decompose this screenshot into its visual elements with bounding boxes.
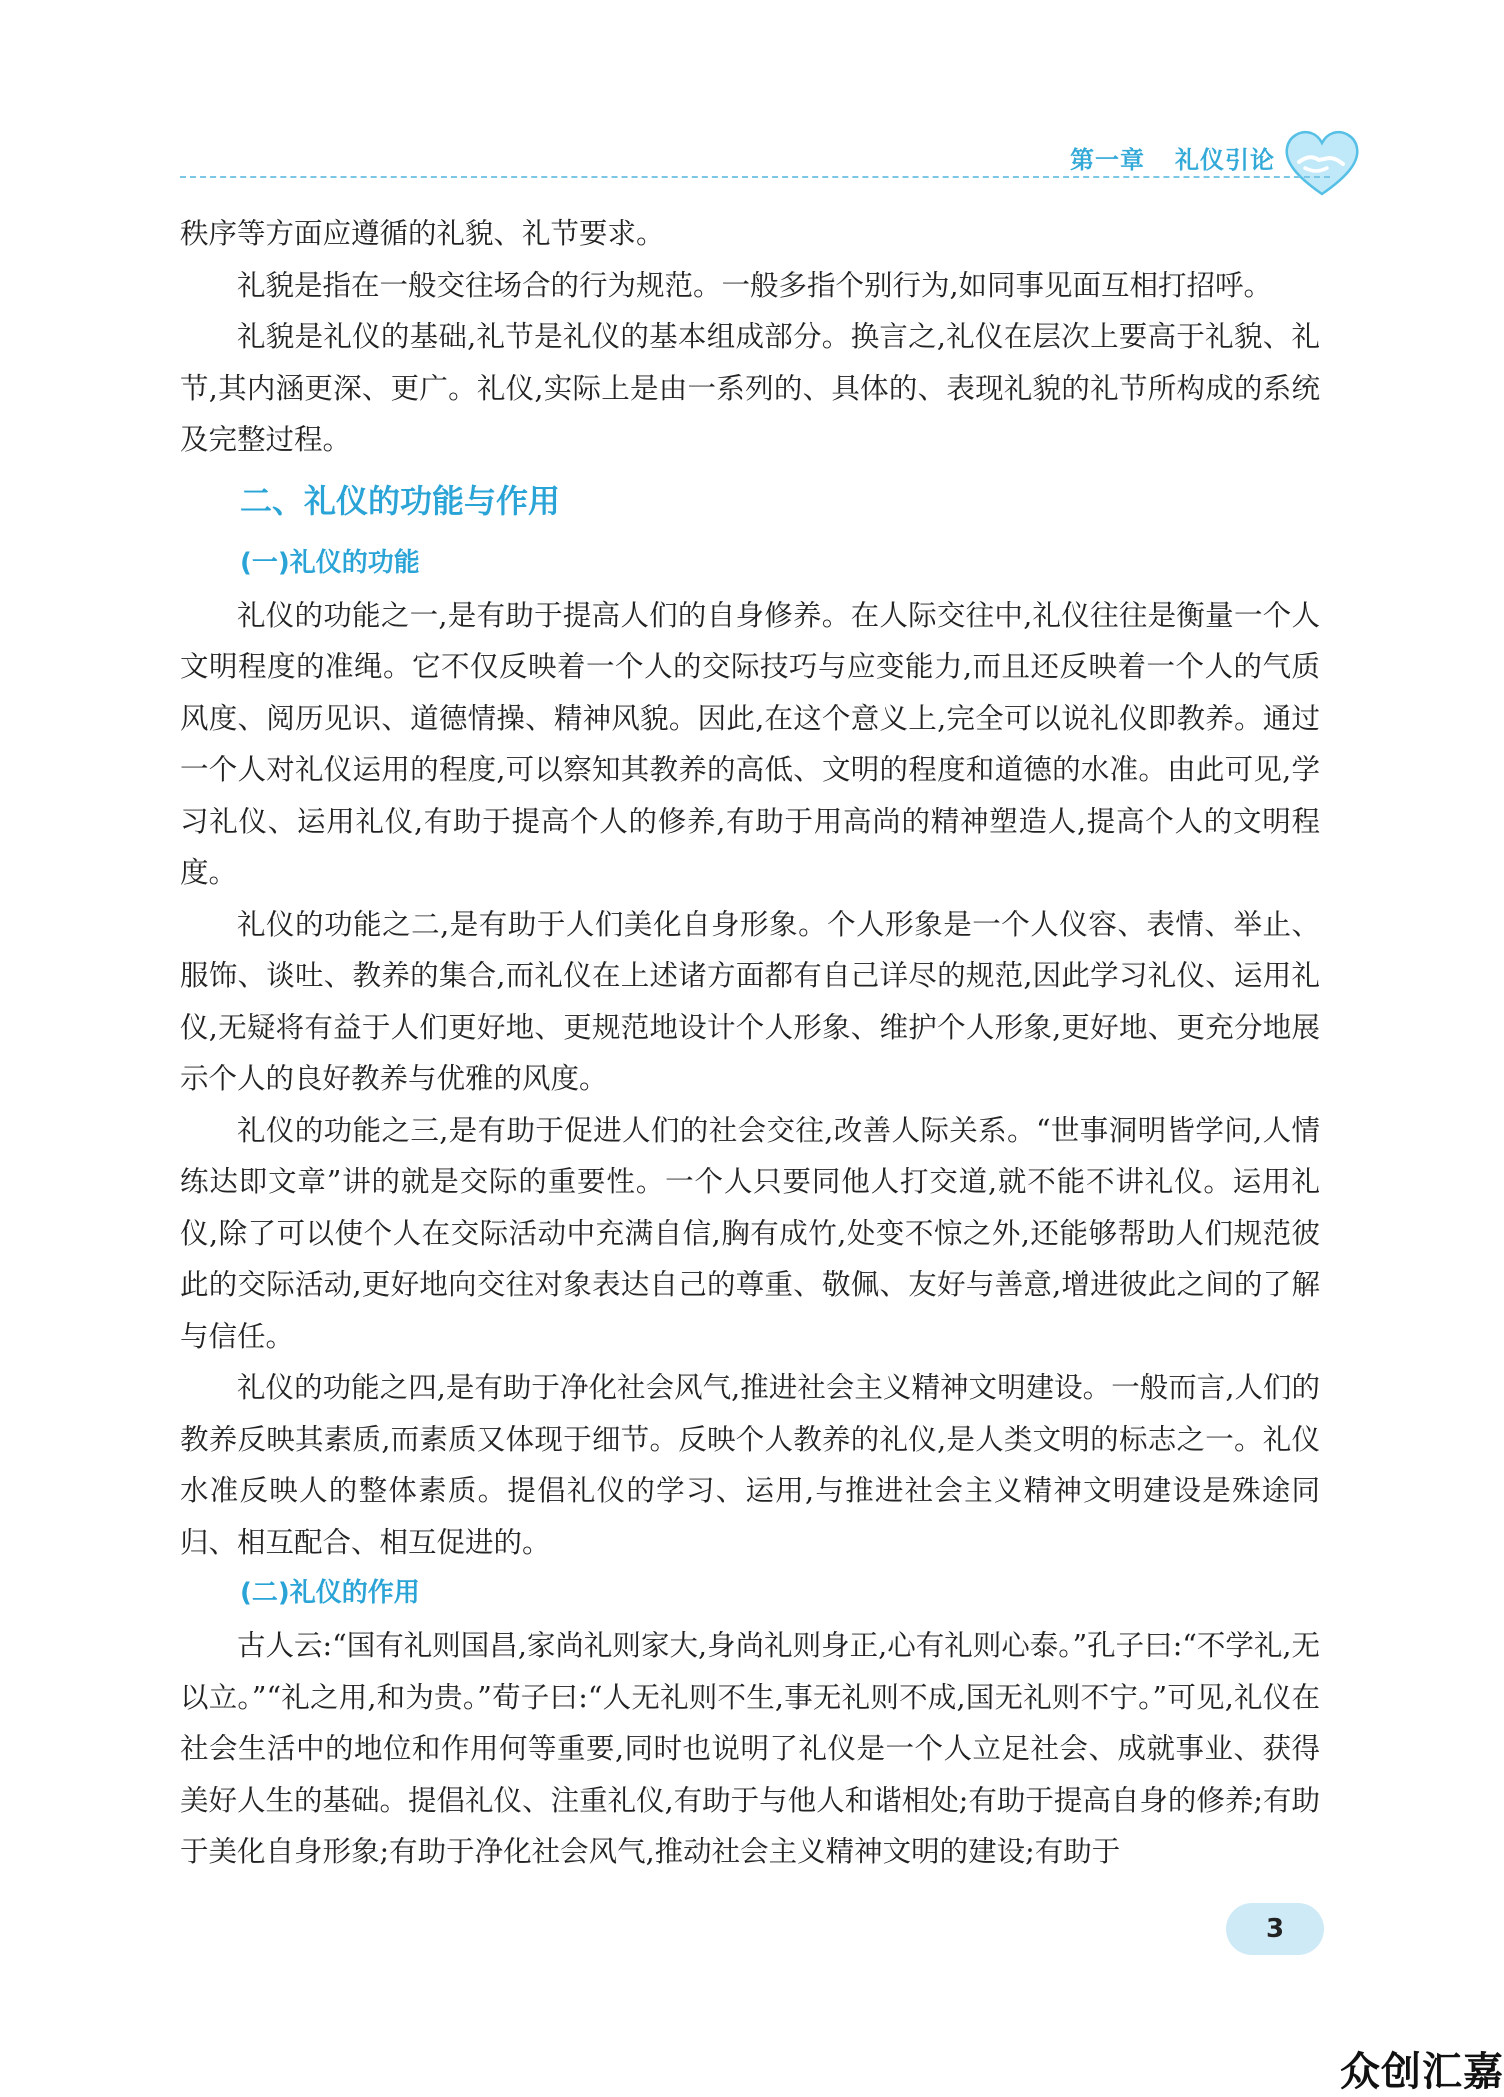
chapter-label: 第一章: [1070, 146, 1145, 174]
heart-handshake-icon: [1283, 128, 1361, 198]
paragraph: 礼仪的功能之四,是有助于净化社会风气,推进社会主义精神文明建设。一般而言,人们的教养反映其素质,而素质又体现于细节。反映个人教养的礼仪,是人类文明的标志之一。礼仪水准反映人的整体素质。提倡礼仪的学习、运用,与推进社会主义精神文明建设是殊途同归、相互配合、相互促进的。: [180, 1371, 1320, 1559]
body-text: [180, 208, 1320, 1878]
paragraph: 礼仪的功能之二,是有助于人们美化自身形象。个人形象是一个人仪容、表情、举止、服饰、谈吐、教养的集合,而礼仪在上述诸方面都有自己详尽的规范,因此学习礼仪、运用礼仪,无疑将有益于人们更好地、更规范地设计个人形象、维护个人形象,更好地、更充分地展示个人的良好教养与优雅的风度。: [180, 907, 1320, 1095]
paragraph: 礼貌是指在一般交往场合的行为规范。一般多指个别行为,如同事见面互相打招呼。: [237, 268, 1273, 302]
paragraph: 秩序等方面应遵循的礼貌、礼节要求。: [180, 217, 665, 250]
paragraph: 礼貌是礼仪的基础,礼节是礼仪的基本组成部分。换言之,礼仪在层次上要高于礼貌、礼节,其内涵更深、更广。礼仪,实际上是由一系列的、具体的、表现礼貌的礼节所构成的系统及完整过程。: [180, 320, 1320, 456]
section-heading: 二、礼仪的功能与作用: [240, 481, 561, 520]
paragraph: 古人云:“国有礼则国昌,家尚礼则家大,身尚礼则身正,心有礼则心泰。”孔子曰:“不学礼,无以立。”“礼之用,和为贵。”荀子曰:“人无礼则不生,事无礼则不成,国无礼则不宁。”可见,礼仪在社会生活中的地位和作用何等重要,同时也说明了礼仪是一个人立足社会、成就事业、获得美好人生的基础。提倡礼仪、注重礼仪,有助于与他人和谐相处;有助于提高自身的修养;有助于美化自身形象;有助于净化社会风气,推动社会主义精神文明的建设;有助于: [180, 1629, 1320, 1868]
running-head: [1070, 140, 1275, 175]
paragraph: 礼仪的功能之一,是有助于提高人们的自身修养。在人际交往中,礼仪往往是衡量一个人文明程度的准绳。它不仅反映着一个人的交际技巧与应变能力,而且还反映着一个人的气质风度、阅历见识、道德情操、精神风貌。因此,在这个意义上,完全可以说礼仪即教养。通过一个人对礼仪运用的程度,可以察知其教养的高低、文明的程度和道德的水准。由此可见,学习礼仪、运用礼仪,有助于提高个人的修养,有助于用高尚的精神塑造人,提高个人的文明程度。: [180, 598, 1320, 889]
paragraph: 礼仪的功能之三,是有助于促进人们的社会交往,改善人际关系。“世事洞明皆学问,人情练达即文章”讲的就是交际的重要性。一个人只要同他人打交道,就不能不讲礼仪。运用礼仪,除了可以使个人在交际活动中充满自信,胸有成竹,处变不惊之外,还能够帮助人们规范彼此的交际活动,更好地向交往对象表达自己的尊重、敬佩、友好与善意,增进彼此之间的了解与信任。: [180, 1113, 1320, 1353]
header-divider: [180, 176, 1330, 178]
chapter-title: 礼仪引论: [1175, 146, 1275, 174]
page-number: 3: [1226, 1903, 1324, 1955]
subsection-heading: (一)礼仪的功能: [240, 547, 420, 578]
subsection-heading: (二)礼仪的作用: [240, 1578, 420, 1608]
watermark: 众创汇嘉: [1340, 2049, 1504, 2095]
